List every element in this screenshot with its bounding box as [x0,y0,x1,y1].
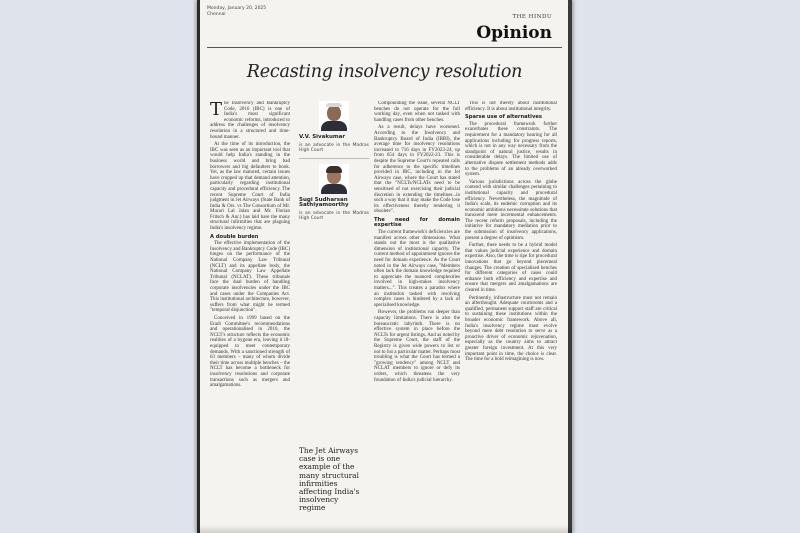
paragraph: he Insolvency and Bankruptcy Code, 2016 (IBC) is one of India's most significant economic reforms, introduced to address the challenges of insolvency resolution in a structured and time-bound manner. [210,101,290,140]
divider [299,158,369,159]
pull-quote: The Jet Airways case is one example of the many structural infirmities affecting India's insolvency regime [299,446,360,513]
article-headline: Recasting insolvency resolution [246,62,523,82]
paragraph: Pertinently, infrastructure must not remain an afterthought. Adequate courtrooms and a qualified, permanent support staff are critical to sustaining these institutions within the broader economic framework. Above all, India's insolvency regime must evolve beyond mere debt resolution to serve as a proactive driver of economic rejuvenation, especially as the country aims to attract greater foreign investment. At this very important point in time, the choice is clear. The time for a bold reimagining is now. [465,295,557,363]
article-column-1 [210,101,290,511]
author-photo [319,101,349,131]
date: Monday, January 20, 2025 [207,6,267,11]
header-rule [207,47,562,48]
paper-name: THE HINDU [512,14,552,20]
paragraph: Conceived in 1999 based on the Eradi Committee's recommendations and operationalised in 2016, the NCLT's structure reflects the economic realities of a bygone era, leaving it ill-equipped to meet contemporary demands. With a sanctioned strength of 63 members – many of whom divide their time across multiple benches – the NCLT has become a bottleneck for insolvency resolutions and corporate transactions such as mergers and amalgamations. [210,315,290,389]
newspaper-page [197,0,572,533]
subheading: A double burden [210,233,259,240]
paragraph: The current framework's deficiencies are manifest across other dimensions. What stands out the most is the qualitative dimension of institutional capacity. The current method of appointment ignores the need for domain experience. As the Court noted in the Jet Airways case, "Members often lack the domain knowledge required to appreciate the nuanced complexities involved in high-stakes insolvency matters...". This creates a paradox where an institution tasked with resolving complex cases is hindered by a lack of specialised knowledge. [374,230,460,308]
paragraph: Various jurisdictions across the globe contend with similar challenges pertaining to institutional capacity and procedural efficiency. Nevertheless, the magnitude of India's scale, its endemic corruption and its economic ambitions necessitate solutions that transcend mere incremental enhancements. The recent reform proposals, including the initiative for mandatory mediation prior to the submission of insolvency applications, present a degree of optimism. [465,179,557,241]
dropcap: T [210,101,223,120]
subheading: Sparse use of alternatives [465,114,542,121]
paragraph: Compounding the issue, several NCLT benches do not operate for the full working day, even when not tasked with handling cases from other benches. [374,101,460,123]
paragraph: Further, there needs to be a hybrid model that values judicial experience and domain expertise. Also, the time is ripe for procedural innovations that go beyond piecemeal changes. The creation of specialised benches for different categories of cases could enhance both efficiency and expertise and ensure that mergers and amalgamations are cleared in time. [465,243,557,293]
author-photo [319,164,349,194]
edition: Chennai [207,11,226,17]
article-column-3 [374,101,460,511]
paragraph: This is not merely about institutional efficiency. It is about institutional integrity. [465,101,557,112]
subheading: The need for domain expertise [374,216,460,229]
article-column-4 [465,101,557,511]
paragraph: However, the problems run deeper than capacity limitations. There is also the bureaucratic labyrinth. There is no effective system in place before the NCLTs for urgent listings. And as noted by the Supreme Court, the staff of the Registry is given wide powers to list or not to list a particular matter. Perhaps most troubling is what the Court has termed a "growing tendency" among NCLT and NCLAT members to ignore or defy its orders, which threatens the very foundation of India's judicial hierarchy. [374,310,460,383]
author-desc: is an advocate in the Madras High Court [299,210,369,222]
paragraph: The procedural framework further exacerbates these constraints. The requirement for a mandatory hearing for all applications including for progress reports, which is not in any way necessary from the standpoint of natural justice, results in considerable delays. The limited use of alternative dispute settlement methods adds to the problems of an already overworked system. [465,121,557,178]
author-desc: is an advocate in the Madras High Court [299,142,369,154]
paragraph: At the time of its introduction, the IBC was seen as an important tool that would help India's standing in the business world and bring bad borrowers and big defaulters to book. Yet, as the law matured, certain issues have cropped up that demand attention, particularly regarding institutional capacity and procedural efficiency. The recent Supreme Court of India judgment in Jet Airways (State Bank of India & Ors. vs The Consortium of Mr. Murari Lal Jalan and Mr. Florian Fritsch & Anr.) has laid bare the many structural infirmities that are plaguing India's insolvency regime. [210,142,290,232]
author-name: V.V. Sivakumar [299,134,346,140]
page-shadow [197,525,572,533]
author-1 [299,101,369,154]
author-name: Sugi Sudharsan Sathiyamoorthy [299,196,349,209]
author-2 [299,164,369,222]
section-title: Opinion [476,23,552,43]
paragraph: As a result, delays have worsened. According to the Insolvency and Bankruptcy Board of India (IBBI), the average time for insolvency resolutions increased to 716 days in FY2023-24, up from 654 days in FY2022-23. This is despite the Supreme Court's repeated calls for adherence to the specific timelines provided in IBC, including in the Jet Airways case, where the Court has stated that the "NCLTs/NCLATs need to be sensitised of not exercising their judicial discretion in extending the timelines...in such a way that it may make the Code lose its effectiveness thereby rendering it obsolete". [374,125,460,215]
paragraph: The effective implementation of the Insolvency and Bankruptcy Code (IBC) hinges on the performance of the National Company Law Tribunal (NCLT) and its appellate body, the National Company Law Appellate Tribunal (NCLAT). These tribunals face the dual burden of handling corporate insolvencies under the IBC and cases under the Companies Act. This institutional architecture, however, suffers from what might be termed "temporal disjunction". [210,241,290,314]
dateline [207,6,266,17]
